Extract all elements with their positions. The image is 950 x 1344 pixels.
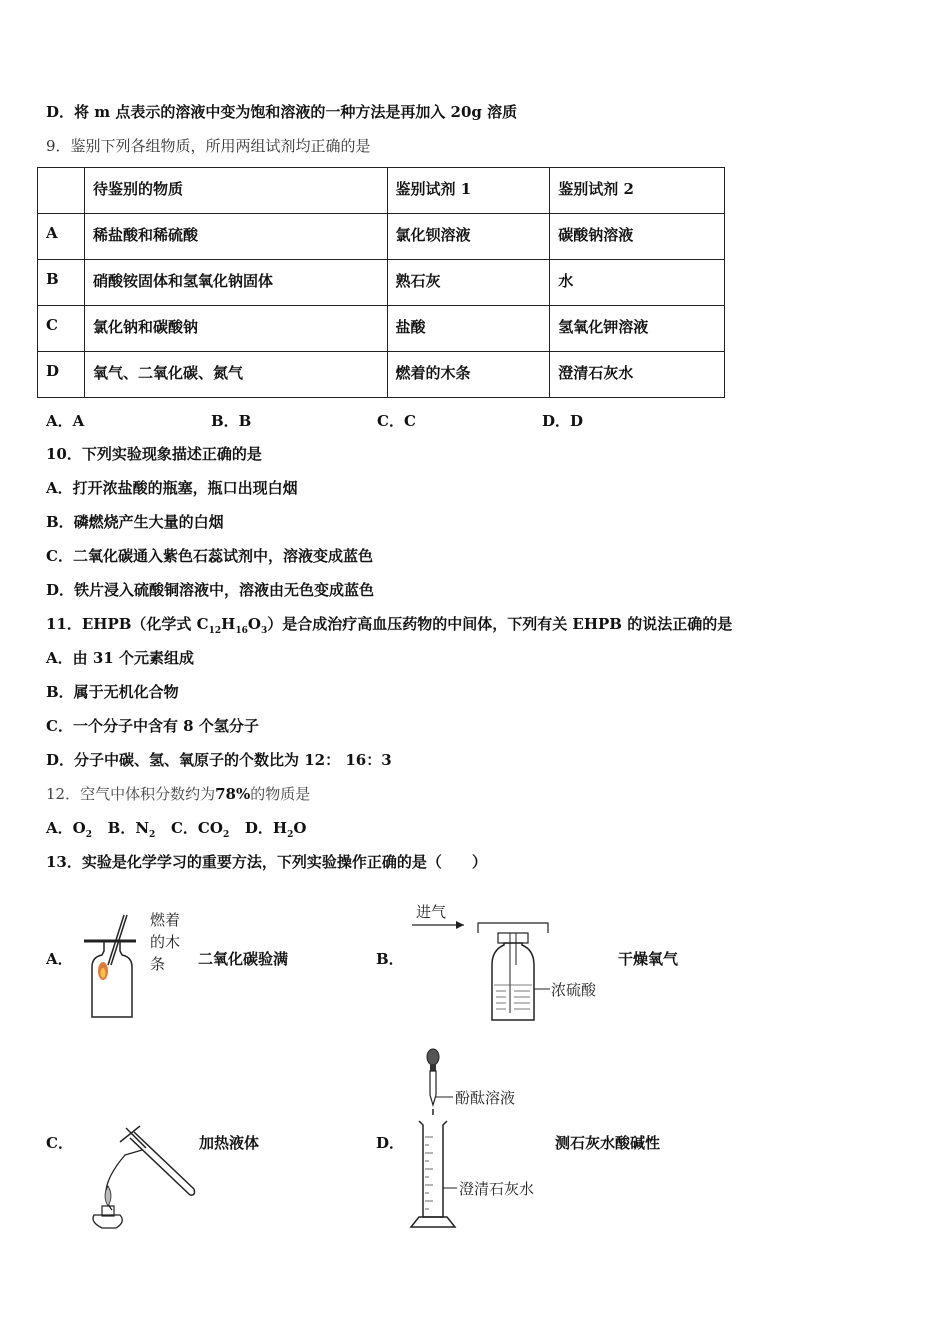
figure-label: 的木 — [150, 933, 181, 951]
table-cell: 氯化钠和碳酸钠 — [84, 306, 387, 352]
figure-label: 条 — [150, 955, 166, 973]
table-cell: 燃着的木条 — [387, 352, 550, 398]
table-cell: A — [38, 214, 85, 260]
figure-label: 进气 — [416, 903, 447, 921]
q12-option-d: D．H — [244, 819, 288, 837]
table-cell: 熟石灰 — [387, 260, 550, 306]
q13-option-b-caption: 干燥氧气 — [618, 950, 679, 968]
q9-table — [37, 167, 725, 398]
subscript: 2 — [85, 830, 92, 840]
table-header-row — [38, 168, 725, 214]
q9-option-a: A．A — [46, 412, 85, 430]
q13-option-b-letter: B． — [376, 950, 404, 968]
table-cell: 氯化钡溶液 — [387, 214, 550, 260]
table-row — [38, 352, 725, 398]
q13-option-a-letter: A． — [46, 950, 73, 968]
q13-option-d-letter: D． — [376, 1134, 405, 1152]
figure-label: 浓硫酸 — [551, 981, 597, 999]
table-cell: 待鉴别的物质 — [84, 168, 387, 214]
q12-option-c: C．CO — [170, 819, 223, 837]
q11-stem-part: 11．EHPB（化学式 C — [46, 615, 209, 633]
q12-stem-part: 12．空气中体积分数约为 — [46, 785, 216, 803]
q9-option-b: B．B — [211, 412, 252, 430]
q13-stem: 13．实验是化学学习的重要方法，下列实验操作正确的是（ ） — [46, 853, 487, 871]
subscript: 2 — [287, 830, 294, 840]
subscript: 2 — [149, 830, 156, 840]
table-cell: 鉴别试剂 1 — [387, 168, 550, 214]
table-cell: 盐酸 — [387, 306, 550, 352]
subscript: 3 — [260, 626, 268, 636]
q13-option-a-caption: 二氧化碳验满 — [198, 950, 289, 968]
table-row — [38, 214, 725, 260]
q9-stem: 9．鉴别下列各组物质，所用两组试剂均正确的是 — [46, 137, 371, 155]
table-cell — [38, 168, 85, 214]
table-row — [38, 306, 725, 352]
q12-option-b: B．N — [107, 819, 150, 837]
table-cell: 稀盐酸和稀硫酸 — [84, 214, 387, 260]
q10-stem: 10．下列实验现象描述正确的是 — [46, 445, 262, 463]
gas-washing-bottle-figure — [408, 895, 618, 1025]
q12-options — [46, 818, 306, 838]
table-cell: C — [38, 306, 85, 352]
figure-label: 澄清石灰水 — [459, 1180, 535, 1198]
q11-option-a: A．由 31 个元素组成 — [46, 649, 194, 667]
q13-option-d-caption: 测石灰水酸碱性 — [555, 1134, 661, 1152]
table-cell: 水 — [550, 260, 725, 306]
q11-option-b: B．属于无机化合物 — [46, 683, 179, 701]
q8-option-d: D．将 m 点表示的溶液中变为饱和溶液的一种方法是再加入 20g 溶质 — [46, 103, 518, 121]
figure-label: 酚酞溶液 — [455, 1089, 516, 1107]
q11-option-c: C．一个分子中含有 8 个氢分子 — [46, 717, 259, 735]
subscript: 12 — [208, 626, 222, 636]
q11-stem — [46, 614, 732, 634]
table-cell: D — [38, 352, 85, 398]
q10-option-a: A．打开浓盐酸的瓶塞，瓶口出现白烟 — [46, 479, 298, 497]
q12-option-a: A．O — [46, 819, 86, 837]
heating-test-tube-figure — [80, 1120, 200, 1235]
co2-bottle-figure — [80, 905, 190, 1025]
q9-option-c: C．C — [377, 412, 416, 430]
q10-option-b: B．磷燃烧产生大量的白烟 — [46, 513, 224, 531]
table-cell: 硝酸铵固体和氢氧化钠固体 — [84, 260, 387, 306]
q11-stem-part: ）是合成治疗高血压药物的中间体，下列有关 EHPB 的说法正确的是 — [267, 615, 733, 633]
q13-option-c-caption: 加热液体 — [199, 1134, 260, 1152]
q12-stem-part: 的物质是 — [250, 785, 311, 803]
q12-option-d-tail: O — [293, 819, 307, 837]
q11-stem-part: O — [247, 615, 261, 633]
cylinder-dropper-figure — [405, 1045, 555, 1230]
table-cell: 鉴别试剂 2 — [550, 168, 725, 214]
table-row — [38, 260, 725, 306]
figure-label: 燃着 — [150, 911, 181, 929]
table-cell: 澄清石灰水 — [550, 352, 725, 398]
subscript: 2 — [222, 830, 230, 840]
q11-option-d: D．分子中碳、氢、氧原子的个数比为 12： 16：3 — [46, 751, 392, 769]
subscript: 16 — [235, 626, 248, 636]
table-cell: 碳酸钠溶液 — [550, 214, 725, 260]
table-cell: 氧气、二氧化碳、氮气 — [84, 352, 387, 398]
q12-stem-percent: 78% — [215, 785, 251, 803]
q10-option-d: D．铁片浸入硫酸铜溶液中，溶液由无色变成蓝色 — [46, 581, 375, 599]
table-cell: 氢氧化钾溶液 — [550, 306, 725, 352]
q12-stem — [46, 784, 310, 804]
q9-option-d: D．D — [542, 412, 584, 430]
q10-option-c: C．二氧化碳通入紫色石蕊试剂中，溶液变成蓝色 — [46, 547, 373, 565]
q13-option-c-letter: C． — [46, 1134, 73, 1152]
q11-stem-part: H — [221, 615, 236, 633]
table-cell: B — [38, 260, 85, 306]
